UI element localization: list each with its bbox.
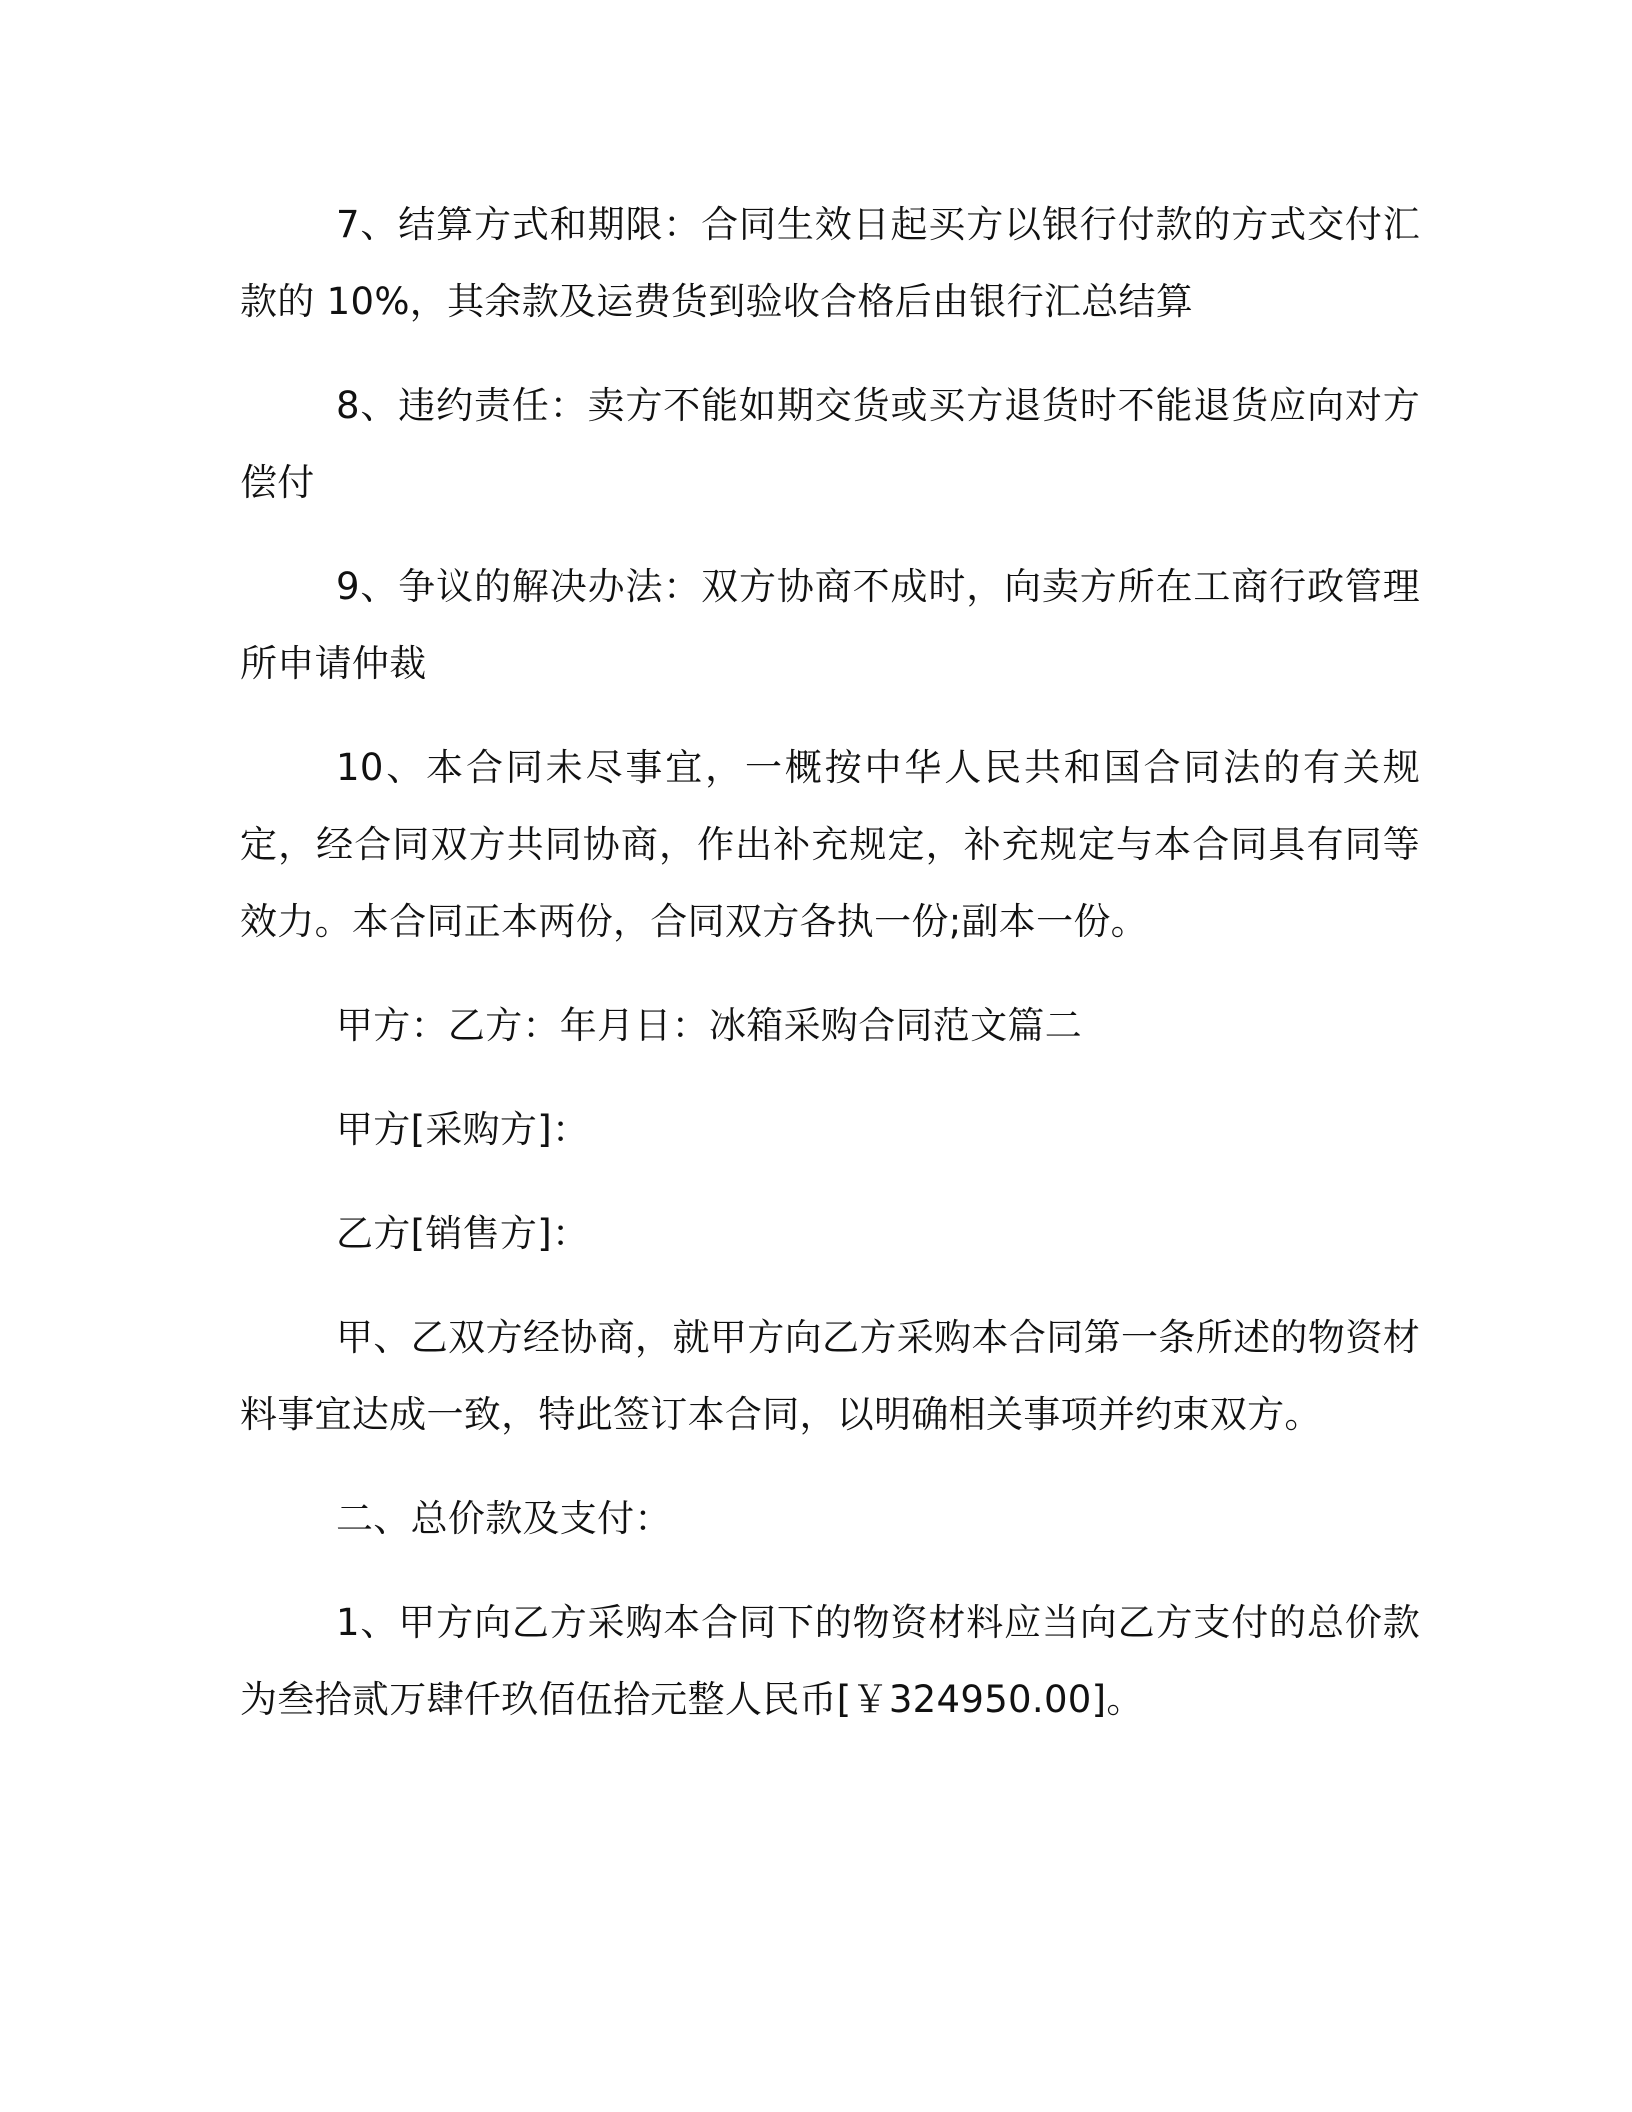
payment-clause-1: 1、甲方向乙方采购本合同下的物资材料应当向乙方支付的总价款为叁拾贰万肆仟玖佰伍拾元整人民币[￥324950.00]。: [240, 1601, 1420, 1721]
clause-7-settlement: 7、结算方式和期限：合同生效日起买方以银行付款的方式交付汇款的 10%，其余款及运费货到验收合格后由银行汇总结算: [240, 203, 1420, 323]
document-body: [240, 186, 1420, 1765]
section-heading-payment: 二、总价款及支付：: [336, 1497, 672, 1540]
clause-9-dispute: 9、争议的解决办法：双方协商不成时，向卖方所在工商行政管理所申请仲裁: [240, 565, 1420, 685]
preamble-paragraph: 甲、乙双方经协商，就甲方向乙方采购本合同第一条所述的物资材料事宜达成一致，特此签订本合同，以明确相关事项并约束双方。: [240, 1316, 1420, 1436]
clause-8-liability: 8、违约责任：卖方不能如期交货或买方退货时不能退货应向对方偿付: [240, 384, 1420, 504]
clause-10-misc: 10、本合同未尽事宜，一概按中华人民共和国合同法的有关规定，经合同双方共同协商，作出补充规定，补充规定与本合同具有同等效力。本合同正本两份，合同双方各执一份;副本一份。: [240, 746, 1420, 943]
party-b-label: 乙方[销售方]：: [336, 1212, 590, 1255]
signature-line: 甲方：乙方：年月日：冰箱采购合同范文篇二: [336, 1004, 1082, 1047]
party-a-label: 甲方[采购方]：: [336, 1108, 590, 1151]
